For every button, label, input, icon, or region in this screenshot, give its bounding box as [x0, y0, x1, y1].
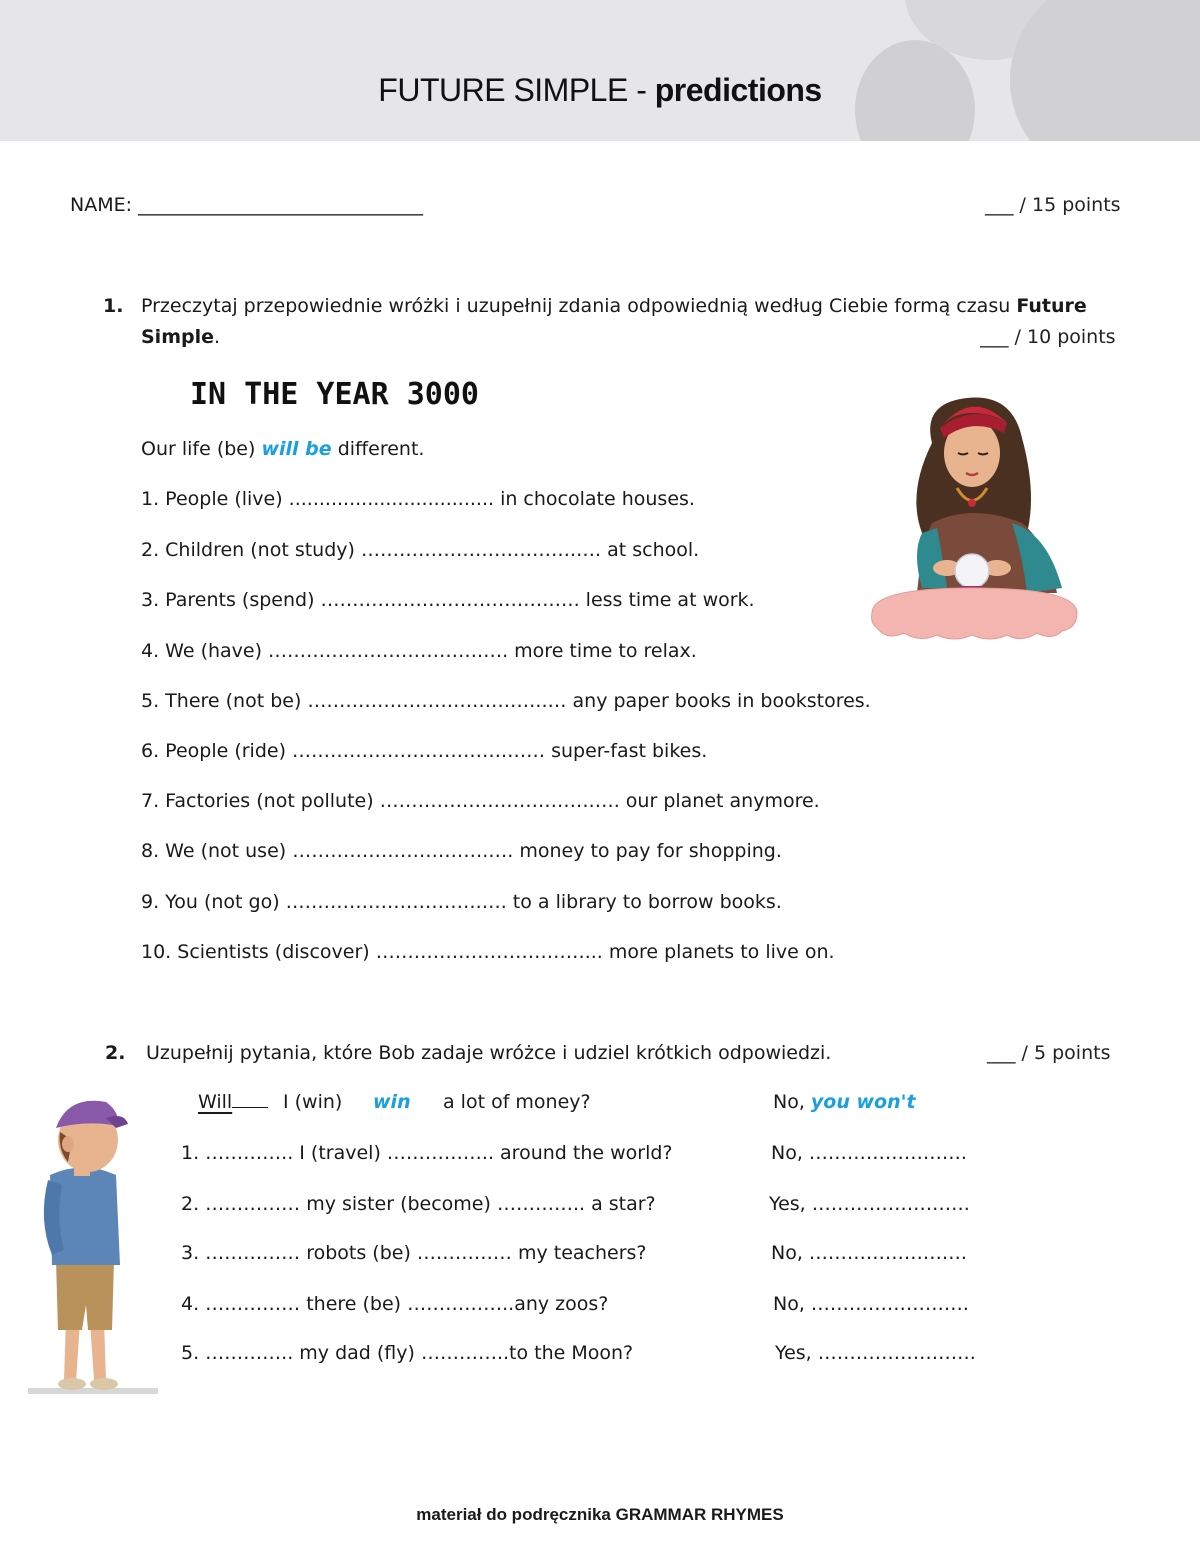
task1-item[interactable]: 1. People (live) .................................. in chocolate houses.: [141, 488, 695, 510]
task2-example-subject: I (win): [283, 1091, 343, 1113]
boy-illustration: [28, 1090, 158, 1410]
task2-question[interactable]: 5. ………….. my dad (fly) …………..to the Moon?: [181, 1342, 634, 1364]
task1-item[interactable]: 3. Parents (spend) ……………………………….…. less time at work.: [141, 589, 755, 611]
task2-reply[interactable]: No, …………………….: [771, 1142, 967, 1164]
task2-instruction: Uzupełnij pytania, które Bob zadaje wróżce i udziel krótkich odpowiedzi.: [146, 1042, 832, 1064]
name-line[interactable]: NAME: ______________________________: [70, 194, 424, 216]
task2-number: 2.: [105, 1042, 126, 1064]
decorative-blob: [1010, 0, 1200, 141]
task1-points: ___ / 10 points: [980, 326, 1116, 348]
task1-instruction: Przeczytaj przepowiednie wróżki i uzupełnij zdania odpowiednią według Ciebie formą czasu Future: [141, 295, 1087, 317]
page-title: FUTURE SIMPLE - predictions: [378, 72, 822, 108]
task1-item[interactable]: 10. Scientists (discover) ……………………………... more planets to live on.: [141, 941, 835, 963]
task2-question[interactable]: 4. …………… there (be) ……………..any zoos?: [181, 1293, 609, 1315]
task2-example-will: Will: [198, 1091, 268, 1113]
section-heading: IN THE YEAR 3000: [190, 377, 479, 412]
task2-question[interactable]: 3. …………… robots (be) …………… my teachers?: [181, 1242, 647, 1264]
task2-points: ___ / 5 points: [987, 1042, 1111, 1064]
task2-reply[interactable]: Yes, …………………….: [775, 1342, 976, 1364]
task1-instruction-line2: Simple.: [141, 326, 221, 348]
task2-question[interactable]: 1. ………….. I (travel) …………….. around the world?: [181, 1142, 673, 1164]
example-answer: will be: [261, 438, 332, 460]
fortune-teller-illustration: [862, 383, 1102, 643]
task1-example: Our life (be) will be different.: [141, 438, 425, 460]
task2-example-answer: win: [373, 1091, 411, 1113]
task2-reply[interactable]: No, …………………….: [773, 1293, 969, 1315]
footer-note: materiał do podręcznika GRAMMAR RHYMES: [416, 1505, 784, 1524]
task2-question[interactable]: 2. …………… my sister (become) ………….. a star?: [181, 1193, 656, 1215]
task1-number: 1.: [103, 295, 124, 317]
task1-item[interactable]: 5. There (not be) ………………………………..… any paper books in bookstores.: [141, 690, 871, 712]
task2-reply[interactable]: No, …………………….: [771, 1242, 967, 1264]
total-points: ___ / 15 points: [985, 194, 1121, 216]
task2-reply[interactable]: Yes, …………………….: [769, 1193, 970, 1215]
task1-item[interactable]: 2. Children (not study) …………………………….…. at school.: [141, 539, 700, 561]
header-banner: [0, 0, 1200, 141]
task1-item[interactable]: 9. You (not go) ………………………….…. to a library to borrow books.: [141, 891, 782, 913]
task1-item[interactable]: 7. Factories (not pollute) …………………………….…. our planet anymore.: [141, 790, 820, 812]
task1-item[interactable]: 6. People (ride) …………………………….…… super-fast bikes.: [141, 740, 708, 762]
task1-item[interactable]: 4. We (have) …………………………….…. more time to relax.: [141, 640, 697, 662]
task2-example-rest: a lot of money?: [443, 1091, 591, 1113]
task2-example-reply: No, you won't: [773, 1091, 916, 1113]
task1-item[interactable]: 8. We (not use) ………………………….…. money to pay for shopping.: [141, 840, 782, 862]
